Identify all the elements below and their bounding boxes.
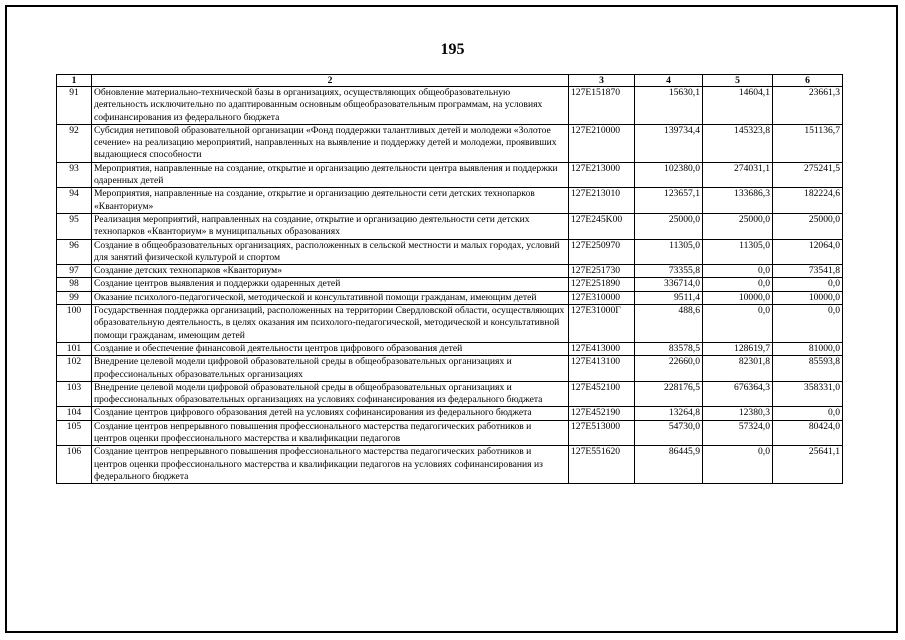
row-value-col5: 10000,0	[703, 291, 773, 304]
row-value-col5: 676364,3	[703, 381, 773, 407]
row-value-col5: 14604,1	[703, 87, 773, 125]
row-code: 127E452100	[569, 381, 635, 407]
row-code: 127E452190	[569, 407, 635, 420]
budget-table	[56, 74, 843, 484]
row-number: 97	[57, 265, 92, 278]
row-description: Внедрение целевой модели цифровой образовательной среды в общеобразовательных организациях и профессиональных образовательных организациях на условиях софинансирования из федерального бюджета	[92, 381, 569, 407]
row-description: Создание детских технопарков «Кванториум»	[92, 265, 569, 278]
row-value-col6: 25000,0	[773, 213, 843, 239]
row-number: 104	[57, 407, 92, 420]
row-number: 93	[57, 162, 92, 188]
table-row	[57, 124, 843, 162]
row-value-col4: 11305,0	[635, 239, 703, 265]
row-value-col4: 488,6	[635, 305, 703, 343]
row-value-col4: 83578,5	[635, 342, 703, 355]
row-value-col6: 0,0	[773, 407, 843, 420]
table-row	[57, 356, 843, 382]
table-row	[57, 446, 843, 484]
row-value-col6: 23661,3	[773, 87, 843, 125]
row-value-col5: 82301,8	[703, 356, 773, 382]
row-description: Обновление материально-технической базы в организациях, осуществляющих общеобразовательную деятельность исключительно по адаптированным основным общеобразовательным программам, на условиях софинансирования из федерального бюджета	[92, 87, 569, 125]
row-code: 127E151870	[569, 87, 635, 125]
row-number: 102	[57, 356, 92, 382]
table-row	[57, 239, 843, 265]
row-number: 100	[57, 305, 92, 343]
column-header: 6	[773, 75, 843, 87]
column-header: 3	[569, 75, 635, 87]
row-code: 127E213000	[569, 162, 635, 188]
row-value-col4: 73355,8	[635, 265, 703, 278]
page-number: 195	[440, 41, 465, 58]
table-row	[57, 162, 843, 188]
row-value-col6: 85593,8	[773, 356, 843, 382]
row-description: Государственная поддержка организаций, расположенных на территории Свердловской области, осуществляющих образовательную деятельность, в целях оказания им психолого-педагогической, методической и консультативной помощи гражданам, имеющим детей	[92, 305, 569, 343]
row-value-col5: 0,0	[703, 446, 773, 484]
row-description: Субсидия нетиповой образовательной организации «Фонд поддержки талантливых детей и молодежи «Золотое сечение» на реализацию мероприятий, направленных на выявление и поддержку детей и молодежи, проявивших выдающиеся способности	[92, 124, 569, 162]
row-value-col6: 275241,5	[773, 162, 843, 188]
row-code: 127E251890	[569, 278, 635, 291]
row-number: 105	[57, 420, 92, 446]
column-header: 2	[92, 75, 569, 87]
row-value-col5: 128619,7	[703, 342, 773, 355]
row-description: Создание центров цифрового образования детей на условиях софинансирования из федерального бюджета	[92, 407, 569, 420]
row-number: 99	[57, 291, 92, 304]
row-value-col4: 13264,8	[635, 407, 703, 420]
row-code: 127E210000	[569, 124, 635, 162]
row-value-col5: 57324,0	[703, 420, 773, 446]
row-value-col6: 25641,1	[773, 446, 843, 484]
row-value-col4: 22660,0	[635, 356, 703, 382]
row-number: 91	[57, 87, 92, 125]
table-row	[57, 420, 843, 446]
row-value-col6: 0,0	[773, 278, 843, 291]
row-value-col5: 25000,0	[703, 213, 773, 239]
row-number: 94	[57, 188, 92, 214]
row-number: 103	[57, 381, 92, 407]
row-number: 101	[57, 342, 92, 355]
row-description: Мероприятия, направленные на создание, открытие и организацию деятельности сети детских технопарков «Кванториум»	[92, 188, 569, 214]
column-header: 1	[57, 75, 92, 87]
row-description: Мероприятия, направленные на создание, открытие и организацию деятельности центра выявления и поддержки одаренных детей	[92, 162, 569, 188]
row-value-col6: 182224,6	[773, 188, 843, 214]
row-value-col5: 0,0	[703, 278, 773, 291]
table-row	[57, 188, 843, 214]
row-value-col5: 0,0	[703, 305, 773, 343]
row-number: 95	[57, 213, 92, 239]
row-value-col4: 9511,4	[635, 291, 703, 304]
row-value-col6: 0,0	[773, 305, 843, 343]
row-value-col6: 12064,0	[773, 239, 843, 265]
row-description: Реализация мероприятий, направленных на создание, открытие и организацию деятельности сети детских технопарков «Кванториум» в муниципальных образованиях	[92, 213, 569, 239]
column-header: 5	[703, 75, 773, 87]
row-value-col6: 358331,0	[773, 381, 843, 407]
row-code: 127E310000	[569, 291, 635, 304]
table-row	[57, 407, 843, 420]
row-description: Создание центров непрерывного повышения профессионального мастерства педагогических работников и центров оценки профессионального мастерства и квалификации педагогов на условиях софинансирования из федерального бюджета	[92, 446, 569, 484]
row-code: 127E413000	[569, 342, 635, 355]
row-value-col4: 54730,0	[635, 420, 703, 446]
row-value-col5: 11305,0	[703, 239, 773, 265]
row-description: Создание в общеобразовательных организациях, расположенных в сельской местности и малых городах, условий для занятий физической культурой и спортом	[92, 239, 569, 265]
row-value-col5: 145323,8	[703, 124, 773, 162]
row-value-col4: 123657,1	[635, 188, 703, 214]
row-value-col5: 274031,1	[703, 162, 773, 188]
row-description: Создание и обеспечение финансовой деятельности центров цифрового образования детей	[92, 342, 569, 355]
row-value-col4: 15630,1	[635, 87, 703, 125]
table-row	[57, 265, 843, 278]
row-code: 127E513000	[569, 420, 635, 446]
row-value-col5: 133686,3	[703, 188, 773, 214]
row-value-col6: 151136,7	[773, 124, 843, 162]
row-value-col5: 0,0	[703, 265, 773, 278]
row-code: 127E551620	[569, 446, 635, 484]
row-value-col6: 10000,0	[773, 291, 843, 304]
row-number: 106	[57, 446, 92, 484]
row-code: 127E413100	[569, 356, 635, 382]
row-code: 127E31000Г	[569, 305, 635, 343]
row-value-col5: 12380,3	[703, 407, 773, 420]
row-description: Создание центров выявления и поддержки одаренных детей	[92, 278, 569, 291]
row-value-col4: 228176,5	[635, 381, 703, 407]
table-row	[57, 278, 843, 291]
row-code: 127E245K00	[569, 213, 635, 239]
row-value-col4: 25000,0	[635, 213, 703, 239]
table-row	[57, 342, 843, 355]
table-row	[57, 305, 843, 343]
table-row	[57, 291, 843, 304]
row-description: Создание центров непрерывного повышения профессионального мастерства педагогических работников и центров оценки профессионального мастерства и квалификации педагогов	[92, 420, 569, 446]
row-value-col6: 80424,0	[773, 420, 843, 446]
row-value-col4: 86445,9	[635, 446, 703, 484]
row-value-col4: 336714,0	[635, 278, 703, 291]
row-description: Внедрение целевой модели цифровой образовательной среды в общеобразовательных организациях и профессиональных образовательных организациях	[92, 356, 569, 382]
table-row	[57, 213, 843, 239]
row-code: 127E213010	[569, 188, 635, 214]
row-number: 96	[57, 239, 92, 265]
row-value-col6: 81000,0	[773, 342, 843, 355]
table-row	[57, 87, 843, 125]
row-number: 92	[57, 124, 92, 162]
row-number: 98	[57, 278, 92, 291]
row-code: 127E251730	[569, 265, 635, 278]
row-code: 127E250970	[569, 239, 635, 265]
row-value-col4: 139734,4	[635, 124, 703, 162]
header-row	[57, 75, 843, 87]
row-value-col4: 102380,0	[635, 162, 703, 188]
column-header: 4	[635, 75, 703, 87]
table-row	[57, 381, 843, 407]
row-description: Оказание психолого-педагогической, методической и консультативной помощи гражданам, имеющим детей	[92, 291, 569, 304]
row-value-col6: 73541,8	[773, 265, 843, 278]
